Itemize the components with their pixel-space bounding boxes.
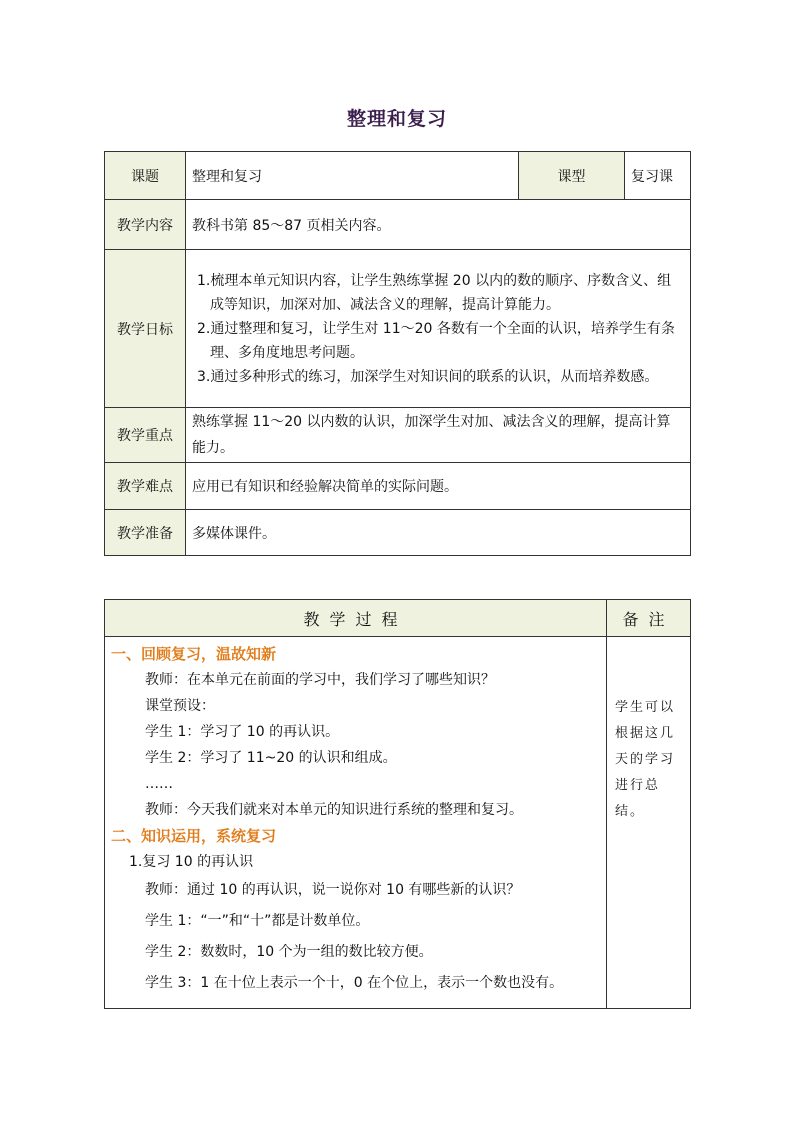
- content-row: [105, 200, 691, 250]
- dialogue-line: 学生 2：数数时，10 个为一组的数比较方便。: [145, 944, 433, 960]
- dialogue-line: 教师：通过 10 的再认识，说一说你对 10 有哪些新的认识？: [145, 882, 521, 898]
- goals-list: [192, 263, 690, 395]
- goal-item: 1.梳理本单元知识内容，让学生熟练掌握 20 以内的数的顺序、序数含义、组成等知识，加深对加、减法含义的理解，提高计算能力。: [197, 272, 672, 313]
- dialogue-line: 课堂预设：: [145, 698, 215, 714]
- note-line: 进行总结。: [615, 778, 661, 819]
- difficulty-value: 应用已有知识和经验解决简单的实际问题。: [186, 463, 691, 510]
- key-row: [105, 408, 691, 463]
- difficulty-label: 教学难点: [105, 463, 186, 510]
- type-label: 课型: [519, 152, 625, 200]
- key-value: 熟练掌握 11～20 以内数的认识，加深学生对加、减法含义的理解，提高计算能力。: [186, 408, 691, 463]
- process-header: 教学过程: [105, 600, 607, 637]
- section-heading: 二、知识运用，系统复习: [111, 827, 277, 845]
- content-value: 教科书第 85～87 页相关内容。: [186, 200, 691, 250]
- goals-row: [105, 250, 691, 408]
- process-body-row: [105, 637, 691, 1009]
- type-value: 复习课: [625, 152, 691, 200]
- dialogue-line: 学生 1：“一”和“十”都是计数单位。: [145, 913, 370, 929]
- dialogue-line: 学生 2：学习了 11~20 的认识和组成。: [145, 750, 397, 766]
- goal-item: 3.通过多种形式的练习，加深学生对知识间的联系的认识，从而培养数感。: [197, 368, 659, 385]
- goals-cell: [186, 250, 691, 408]
- difficulty-row: [105, 463, 691, 510]
- prep-value: 多媒体课件。: [186, 510, 691, 556]
- subsection-heading: 1.复习 10 的再认识: [129, 854, 254, 870]
- notes-cell: [607, 637, 691, 1009]
- topic-label: 课题: [105, 152, 186, 200]
- prep-row: [105, 510, 691, 556]
- dialogue-line: 教师：今天我们就来对本单元的知识进行系统的整理和复习。: [145, 802, 523, 818]
- section-heading: 一、回顾复习，温故知新: [111, 645, 277, 663]
- note-line: 天的学习: [615, 752, 676, 767]
- dialogue-line: 教师：在本单元在前面的学习中，我们学习了哪些知识？: [145, 672, 495, 688]
- teaching-process-table: [104, 599, 691, 1009]
- dialogue-line: 学生 3：1 在十位上表示一个十，0 在个位上，表示一个数也没有。: [145, 975, 564, 991]
- content-label: 教学内容: [105, 200, 186, 250]
- topic-value: 整理和复习: [186, 152, 519, 200]
- note-line: 学生可以: [615, 700, 676, 715]
- page-title: 整理和复习: [346, 108, 447, 130]
- lesson-info-table: [104, 151, 691, 556]
- topic-row: [105, 152, 691, 200]
- dialogue-line: 学生 1：学习了 10 的再认识。: [145, 724, 340, 740]
- process-header-row: [105, 600, 691, 637]
- prep-label: 教学准备: [105, 510, 186, 556]
- goal-item: 2.通过整理和复习，让学生对 11～20 各数有一个全面的认识，培养学生有条理、多角度地思考问题。: [197, 320, 675, 361]
- notes-header: 备注: [607, 600, 691, 637]
- key-label: 教学重点: [105, 408, 186, 463]
- goals-label: 教学日标: [105, 250, 186, 408]
- process-body: [105, 637, 607, 1009]
- note-line: 根据这几: [615, 726, 676, 741]
- dialogue-line: ……: [145, 776, 173, 792]
